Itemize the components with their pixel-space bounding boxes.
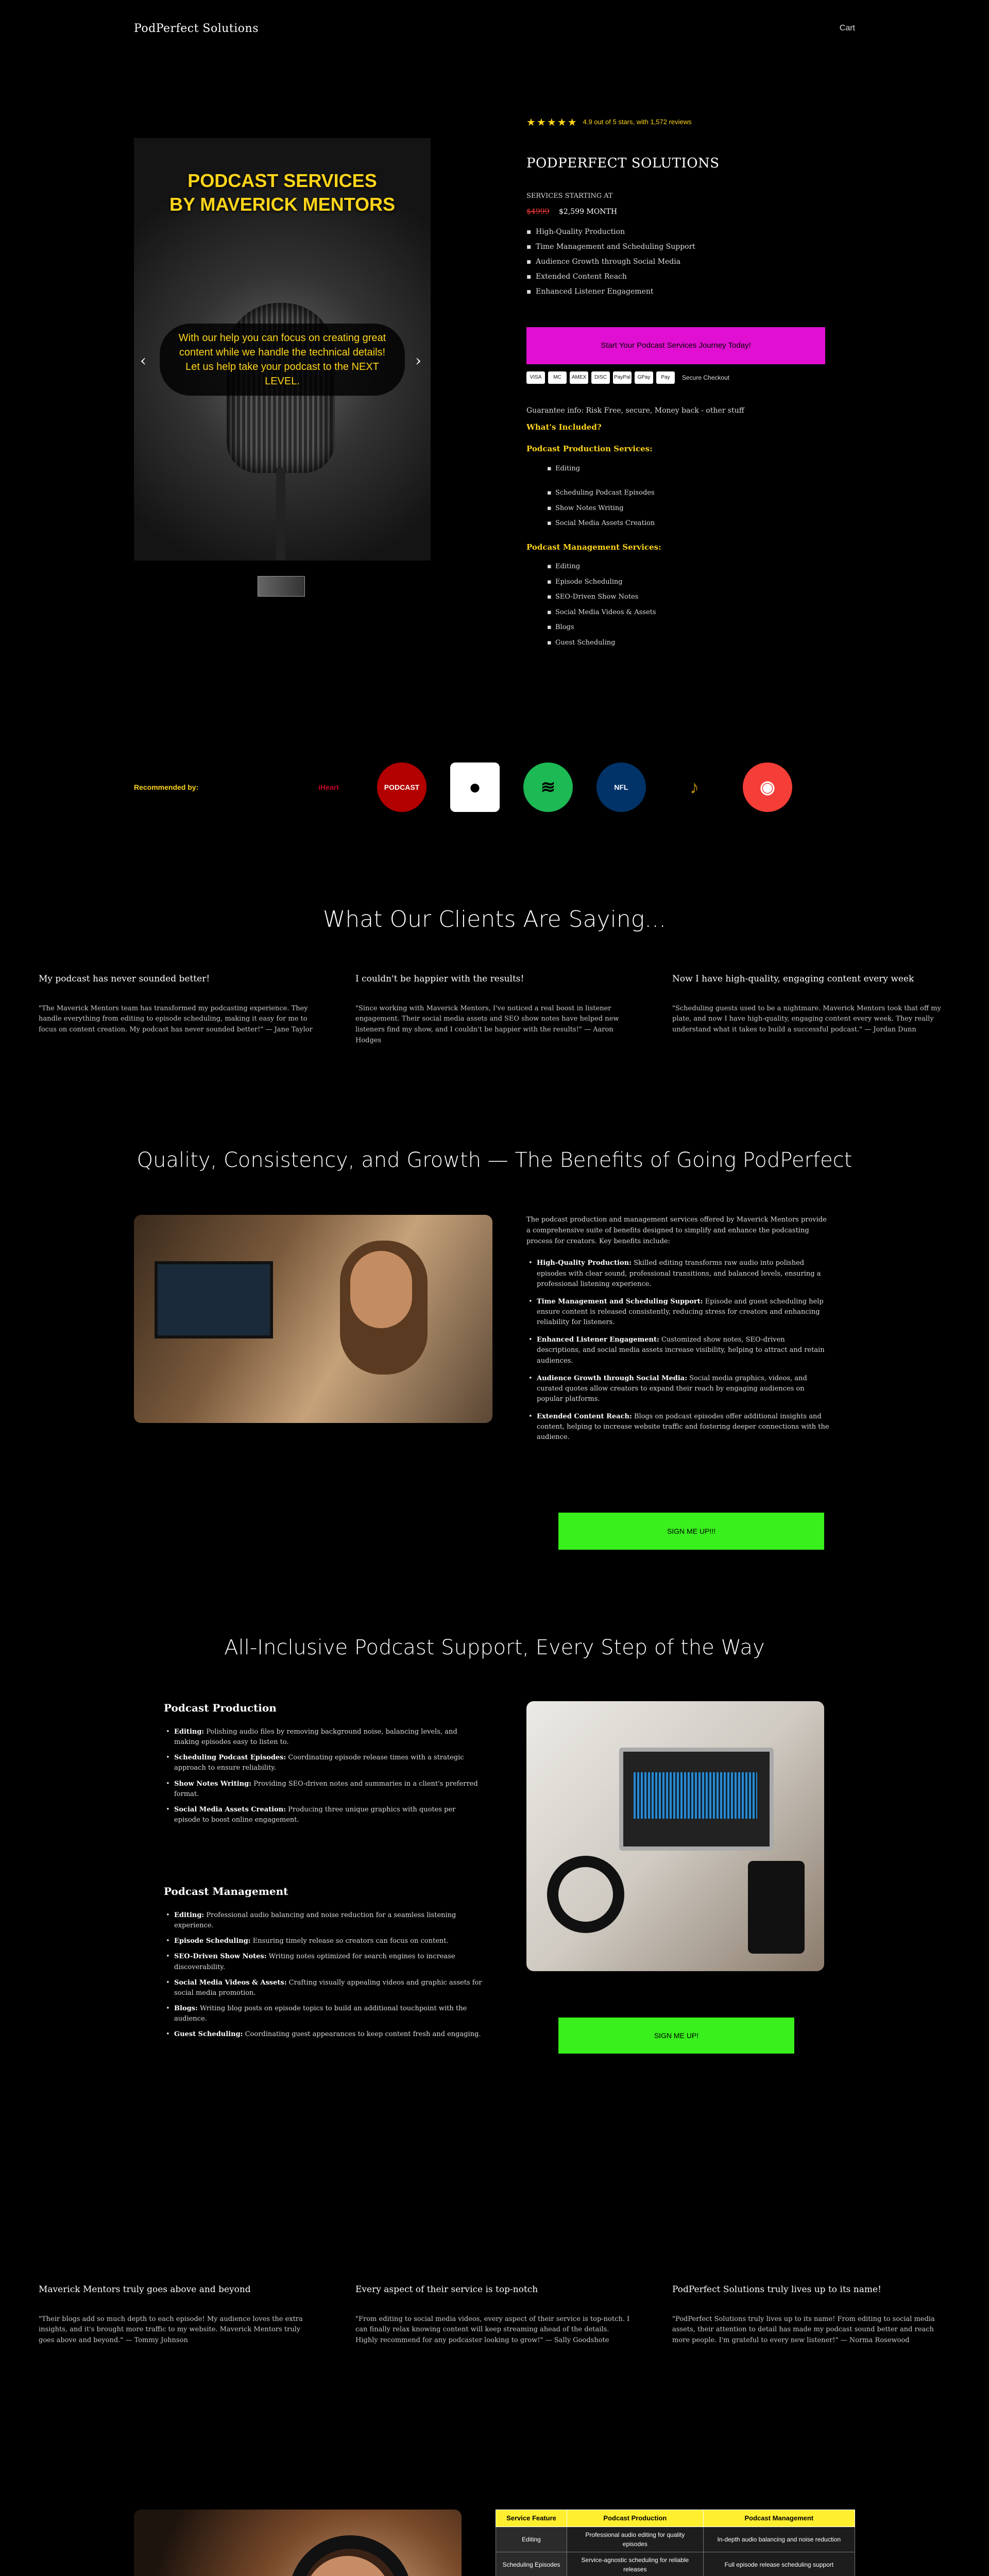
- service-label: Editing:: [174, 1911, 204, 1919]
- apple-logo-icon: ●: [450, 762, 500, 812]
- service-item: [164, 1805, 483, 1831]
- testimonial-quote: "Scheduling guests used to be a nightmare. Maverick Mentors took that off my plate, and now I have high-quality, engaging content every week. They really understand what it takes to build a successful podcast." — Jordan Dunn: [672, 1004, 941, 1034]
- mastercard-icon: MC: [548, 371, 567, 384]
- benefit-item: [526, 1374, 830, 1412]
- testimonial-card: [355, 2283, 634, 2346]
- list-item: ▪ Social Media Videos & Assets: [547, 605, 825, 620]
- list-item: ▪ Show Notes Writing: [547, 501, 825, 516]
- benefit-item: ▪ Extended Content Reach: [526, 269, 825, 284]
- service-text: Coordinating episode release times with a strategic approach to ensure reliability.: [174, 1754, 464, 1772]
- service-label: Blogs:: [174, 2004, 198, 2012]
- benefit-item: [526, 1258, 830, 1296]
- testimonials-heading: What Our Clients Are Saying...: [322, 906, 667, 933]
- management-heading: Podcast Management: [164, 1885, 288, 1897]
- cart-link[interactable]: Cart: [839, 24, 855, 32]
- testimonial-title: My podcast has never sounded better!: [39, 974, 210, 984]
- chevron-right-icon[interactable]: ›: [415, 352, 421, 370]
- benefits-intro: The podcast production and management services offered by Maverick Mentors provide a comprehensive suite of benefits designed to simplify and enhance the podcasting process for creators. Key benefits include:: [526, 1216, 827, 1245]
- current-price: $2,599 MONTH: [559, 207, 618, 216]
- person-face-image: [350, 1251, 412, 1328]
- service-text: Producing three unique graphics with quotes per episode to boost online engagement.: [174, 1805, 456, 1824]
- testimonial-title: I couldn't be happier with the results!: [355, 974, 524, 984]
- service-item: [164, 1978, 483, 2004]
- podcast-mic-logo-icon: ♪: [690, 776, 699, 798]
- service-label: SEO-Driven Show Notes:: [174, 1953, 267, 1961]
- service-item: [164, 2029, 483, 2045]
- testimonial-title: PodPerfect Solutions truly lives up to its name!: [672, 2284, 881, 2295]
- service-text: Coordinating guest appearances to keep content fresh and engaging.: [243, 2030, 481, 2039]
- management-column: [164, 1884, 483, 2045]
- table-cell: Editing: [496, 2527, 567, 2552]
- benefit-item: ▪ High-Quality Production: [526, 225, 825, 240]
- service-item: [164, 1727, 483, 1753]
- service-item: [164, 1936, 483, 1952]
- list-item: ▪ Editing: [547, 559, 825, 574]
- price-label: SERVICES STARTING AT: [526, 192, 613, 200]
- product-title: PODPERFECT SOLUTIONS: [526, 156, 720, 171]
- production-services-list: [526, 461, 825, 531]
- rating-text: 4.9 out of 5 stars, with 1,572 reviews: [583, 118, 692, 126]
- nfl-logo-icon: NFL: [596, 762, 646, 812]
- list-item: ▪ SEO-Driven Show Notes: [547, 589, 825, 605]
- testimonial-card: [672, 2283, 950, 2346]
- included-heading: What's Included?: [526, 422, 602, 432]
- sign-me-up-button-2[interactable]: SIGN ME UP!: [558, 2018, 794, 2054]
- testimonial-card: [39, 973, 317, 1046]
- service-label: Episode Scheduling:: [174, 1937, 251, 1945]
- podcaster-at-desk-image: [134, 1215, 492, 1423]
- service-text: Ensuring timely release so creators can focus on content.: [250, 1937, 449, 1945]
- google-pay-icon: GPay: [635, 371, 653, 384]
- secure-checkout-label: Secure Checkout: [682, 374, 730, 381]
- service-label: Editing:: [174, 1728, 204, 1736]
- service-text: Writing notes optimized for search engines to increase discoverability.: [174, 1953, 455, 1971]
- benefit-text: Blogs on podcast episodes offer additional insights and content, helping to increase website traffic and fostering deeper connections with the audience.: [537, 1413, 829, 1442]
- service-item: [164, 1910, 483, 1936]
- list-item: ▪ Guest Scheduling: [547, 635, 825, 651]
- benefit-item: ▪ Audience Growth through Social Media: [526, 255, 825, 269]
- iheart-logo-icon: iHeart: [318, 783, 339, 791]
- list-item: ▪ Episode Scheduling: [547, 574, 825, 590]
- testimonials-row: [39, 973, 950, 1046]
- testimonial-quote: "Their blogs add so much depth to each episode! My audience loves the extra insights, and it's brought more traffic to my website. Maverick Mentors truly goes above and beyond." — Tommy Johnson: [39, 2315, 303, 2345]
- list-item: ▪ Editing: [547, 461, 825, 477]
- column-header: Podcast Management: [703, 2510, 855, 2527]
- testimonial-quote: "Since working with Maverick Mentors, I've noticed a real boost in listener engagement. Their social media assets and SEO show notes have helped new listeners find my show, and I couldn't be happier with the results!" — Aaron Hodges: [355, 1004, 619, 1044]
- benefit-item: ▪ Enhanced Listener Engagement: [526, 284, 825, 299]
- headphones-image: [547, 1856, 624, 1933]
- service-text: Providing SEO-driven notes and summaries in a client's preferred format.: [174, 1780, 478, 1798]
- old-price: $4999: [526, 207, 550, 216]
- benefit-item: [526, 1335, 830, 1373]
- service-text: Crafting visually appealing videos and graphic assets for social media promotion.: [174, 1978, 482, 1997]
- benefit-item: ▪ Time Management and Scheduling Support: [526, 240, 825, 255]
- benefit-label: High-Quality Production:: [537, 1259, 632, 1267]
- hero-caption: With our help you can focus on creating great content while we handle the technical details! Let us help take your podcast to the NEXT LEVEL.: [160, 324, 405, 396]
- star-rating-icon: ★★★★★: [526, 116, 578, 128]
- benefit-label: Extended Content Reach:: [537, 1413, 632, 1421]
- comparison-table: [496, 2510, 855, 2576]
- spotify-logo-icon: ≋: [523, 762, 573, 812]
- benefit-label: Time Management and Scheduling Support:: [537, 1297, 703, 1306]
- monitor-image: [155, 1261, 273, 1338]
- testimonial-quote: "From editing to social media videos, every aspect of their service is top-notch. I can finally relax knowing content will keep streaming ahead of the details. Highly recommend for any podcaster looking to grow!" — Sally Goodshote: [355, 2315, 630, 2345]
- management-services-list: [526, 559, 825, 650]
- testimonials-row-2: [39, 2283, 950, 2346]
- amex-icon: AMEX: [570, 371, 588, 384]
- benefit-text: Skilled editing transforms raw audio into polished episodes with clear sound, professional transitions, and balanced levels, ensuring a professional listening experience.: [537, 1259, 821, 1288]
- top-bar: [0, 0, 989, 57]
- benefit-item: [526, 1297, 830, 1335]
- hero-title-line2: BY MAVERICK MENTORS: [169, 194, 396, 215]
- service-label: Social Media Assets Creation:: [174, 1805, 286, 1814]
- brand-logo[interactable]: PodPerfect Solutions: [134, 22, 259, 35]
- hero-slideshow: [134, 138, 431, 561]
- laptop-image: [619, 1748, 774, 1851]
- list-item: ▪ Scheduling Podcast Episodes: [547, 485, 825, 501]
- table-row: [496, 2527, 855, 2552]
- hero-title-line1: PODCAST SERVICES: [187, 170, 377, 191]
- product-panel: [526, 114, 825, 650]
- benefit-label: Audience Growth through Social Media:: [537, 1374, 688, 1382]
- testimonial-quote: "The Maverick Mentors team has transformed my podcasting experience. They handle everything from editing to episode scheduling, making it easy for me to focus on content creation. My podcast has never sounded better!" — Jane Taylor: [39, 1004, 313, 1034]
- rating-row: [526, 114, 825, 130]
- benefits-text: [526, 1215, 830, 1450]
- chevron-left-icon[interactable]: ‹: [140, 352, 146, 370]
- benefit-text: Social media graphics, videos, and curated quotes allow creators to expand their reach by engaging audiences on popular platforms.: [537, 1374, 807, 1403]
- production-heading: Podcast Production: [164, 1702, 277, 1714]
- management-services-heading: Podcast Management Services:: [526, 542, 661, 552]
- testimonial-title: Now I have high-quality, engaging content every week: [672, 974, 914, 984]
- benefit-label: Enhanced Listener Engagement:: [537, 1336, 659, 1344]
- paypal-icon: PayPal: [613, 371, 632, 384]
- testimonial-card: [355, 973, 634, 1046]
- benefits-list: [526, 1258, 830, 1450]
- woman-with-headphones-image: [134, 2510, 462, 2576]
- benefits-heading: Quality, Consistency, and Growth — The Benefits of Going PodPerfect: [137, 1148, 852, 1172]
- production-list: [164, 1727, 483, 1831]
- management-list: [164, 1910, 483, 2045]
- production-services-heading: Podcast Production Services:: [526, 444, 653, 453]
- payment-methods: [526, 371, 825, 384]
- start-journey-button[interactable]: Start Your Podcast Services Journey Today!: [526, 327, 825, 364]
- gallery-thumbnail[interactable]: [258, 576, 305, 597]
- service-label: Scheduling Podcast Episodes:: [174, 1754, 286, 1762]
- mic-stand-image: [276, 468, 285, 561]
- testimonial-card: [39, 2283, 317, 2346]
- list-item: ▪ Social Media Assets Creation: [547, 516, 825, 531]
- table-cell: Scheduling Episodes: [496, 2552, 567, 2576]
- benefit-text: Customized show notes, SEO-driven descriptions, and social media assets increase visibility, helping to attract and retain audiences.: [537, 1336, 825, 1365]
- hero-title: [134, 169, 431, 216]
- partner-logos: [304, 762, 792, 812]
- sign-me-up-button[interactable]: SIGN ME UP!!!: [558, 1513, 824, 1550]
- table-header-row: [496, 2510, 855, 2527]
- table-cell: Service-agnostic scheduling for reliable releases: [567, 2552, 704, 2576]
- benefit-item: [526, 1412, 830, 1450]
- testimonial-title: Every aspect of their service is top-notch: [355, 2284, 538, 2295]
- table-cell: Professional audio editing for quality episodes: [567, 2527, 704, 2552]
- service-label: Social Media Videos & Assets:: [174, 1978, 287, 1987]
- all-inclusive-heading: All-Inclusive Podcast Support, Every Step of the Way: [224, 1636, 765, 1659]
- guarantee-info: Guarantee info: Risk Free, secure, Money back - other stuff: [526, 406, 744, 415]
- discover-icon: DISC: [591, 371, 610, 384]
- pocketcasts-logo-icon: ◉: [743, 762, 792, 812]
- recommended-label: Recommended by:: [134, 783, 199, 791]
- table-cell: Full episode release scheduling support: [703, 2552, 855, 2576]
- phone-image: [748, 1861, 805, 1954]
- service-label: Guest Scheduling:: [174, 2030, 243, 2039]
- table-row: [496, 2552, 855, 2576]
- headphones-image: [288, 2535, 412, 2576]
- recommended-by-row: [134, 762, 855, 812]
- benefit-list: [526, 225, 825, 299]
- benefit-text: Episode and guest scheduling help ensure content is released consistently, reducing stress for creators and enhancing reliability for listeners.: [537, 1297, 824, 1327]
- service-text: Writing blog posts on episode topics to build an additional touchpoint with the audience.: [174, 2004, 467, 2023]
- laptop-studio-image: [526, 1701, 824, 1971]
- service-item: [164, 2004, 483, 2029]
- production-column: [164, 1700, 483, 1831]
- service-text: Polishing audio files by removing background noise, balancing levels, and making episodes easy to listen to.: [174, 1728, 457, 1747]
- table-cell: In-depth audio balancing and noise reduction: [703, 2527, 855, 2552]
- column-header: Service Feature: [496, 2510, 567, 2527]
- service-item: [164, 1753, 483, 1778]
- service-item: [164, 1779, 483, 1805]
- apple-pay-icon: Pay: [656, 371, 675, 384]
- list-item: ▪ Blogs: [547, 620, 825, 635]
- testimonial-card: [672, 973, 950, 1046]
- price: [526, 207, 825, 217]
- testimonial-quote: "PodPerfect Solutions truly lives up to its name! From editing to social media assets, their attention to detail has made my podcast sound better and reach more people. I'm grateful to every new listener!" — Norma Rosewood: [672, 2315, 935, 2345]
- service-text: Professional audio balancing and noise reduction for a seamless listening experience.: [174, 1911, 456, 1930]
- testimonial-title: Maverick Mentors truly goes above and beyond: [39, 2284, 251, 2295]
- podcast-app-logo-icon: PODCAST: [377, 762, 427, 812]
- service-item: [164, 1952, 483, 1977]
- visa-icon: VISA: [526, 371, 545, 384]
- service-label: Show Notes Writing:: [174, 1780, 251, 1788]
- column-header: Podcast Production: [567, 2510, 704, 2527]
